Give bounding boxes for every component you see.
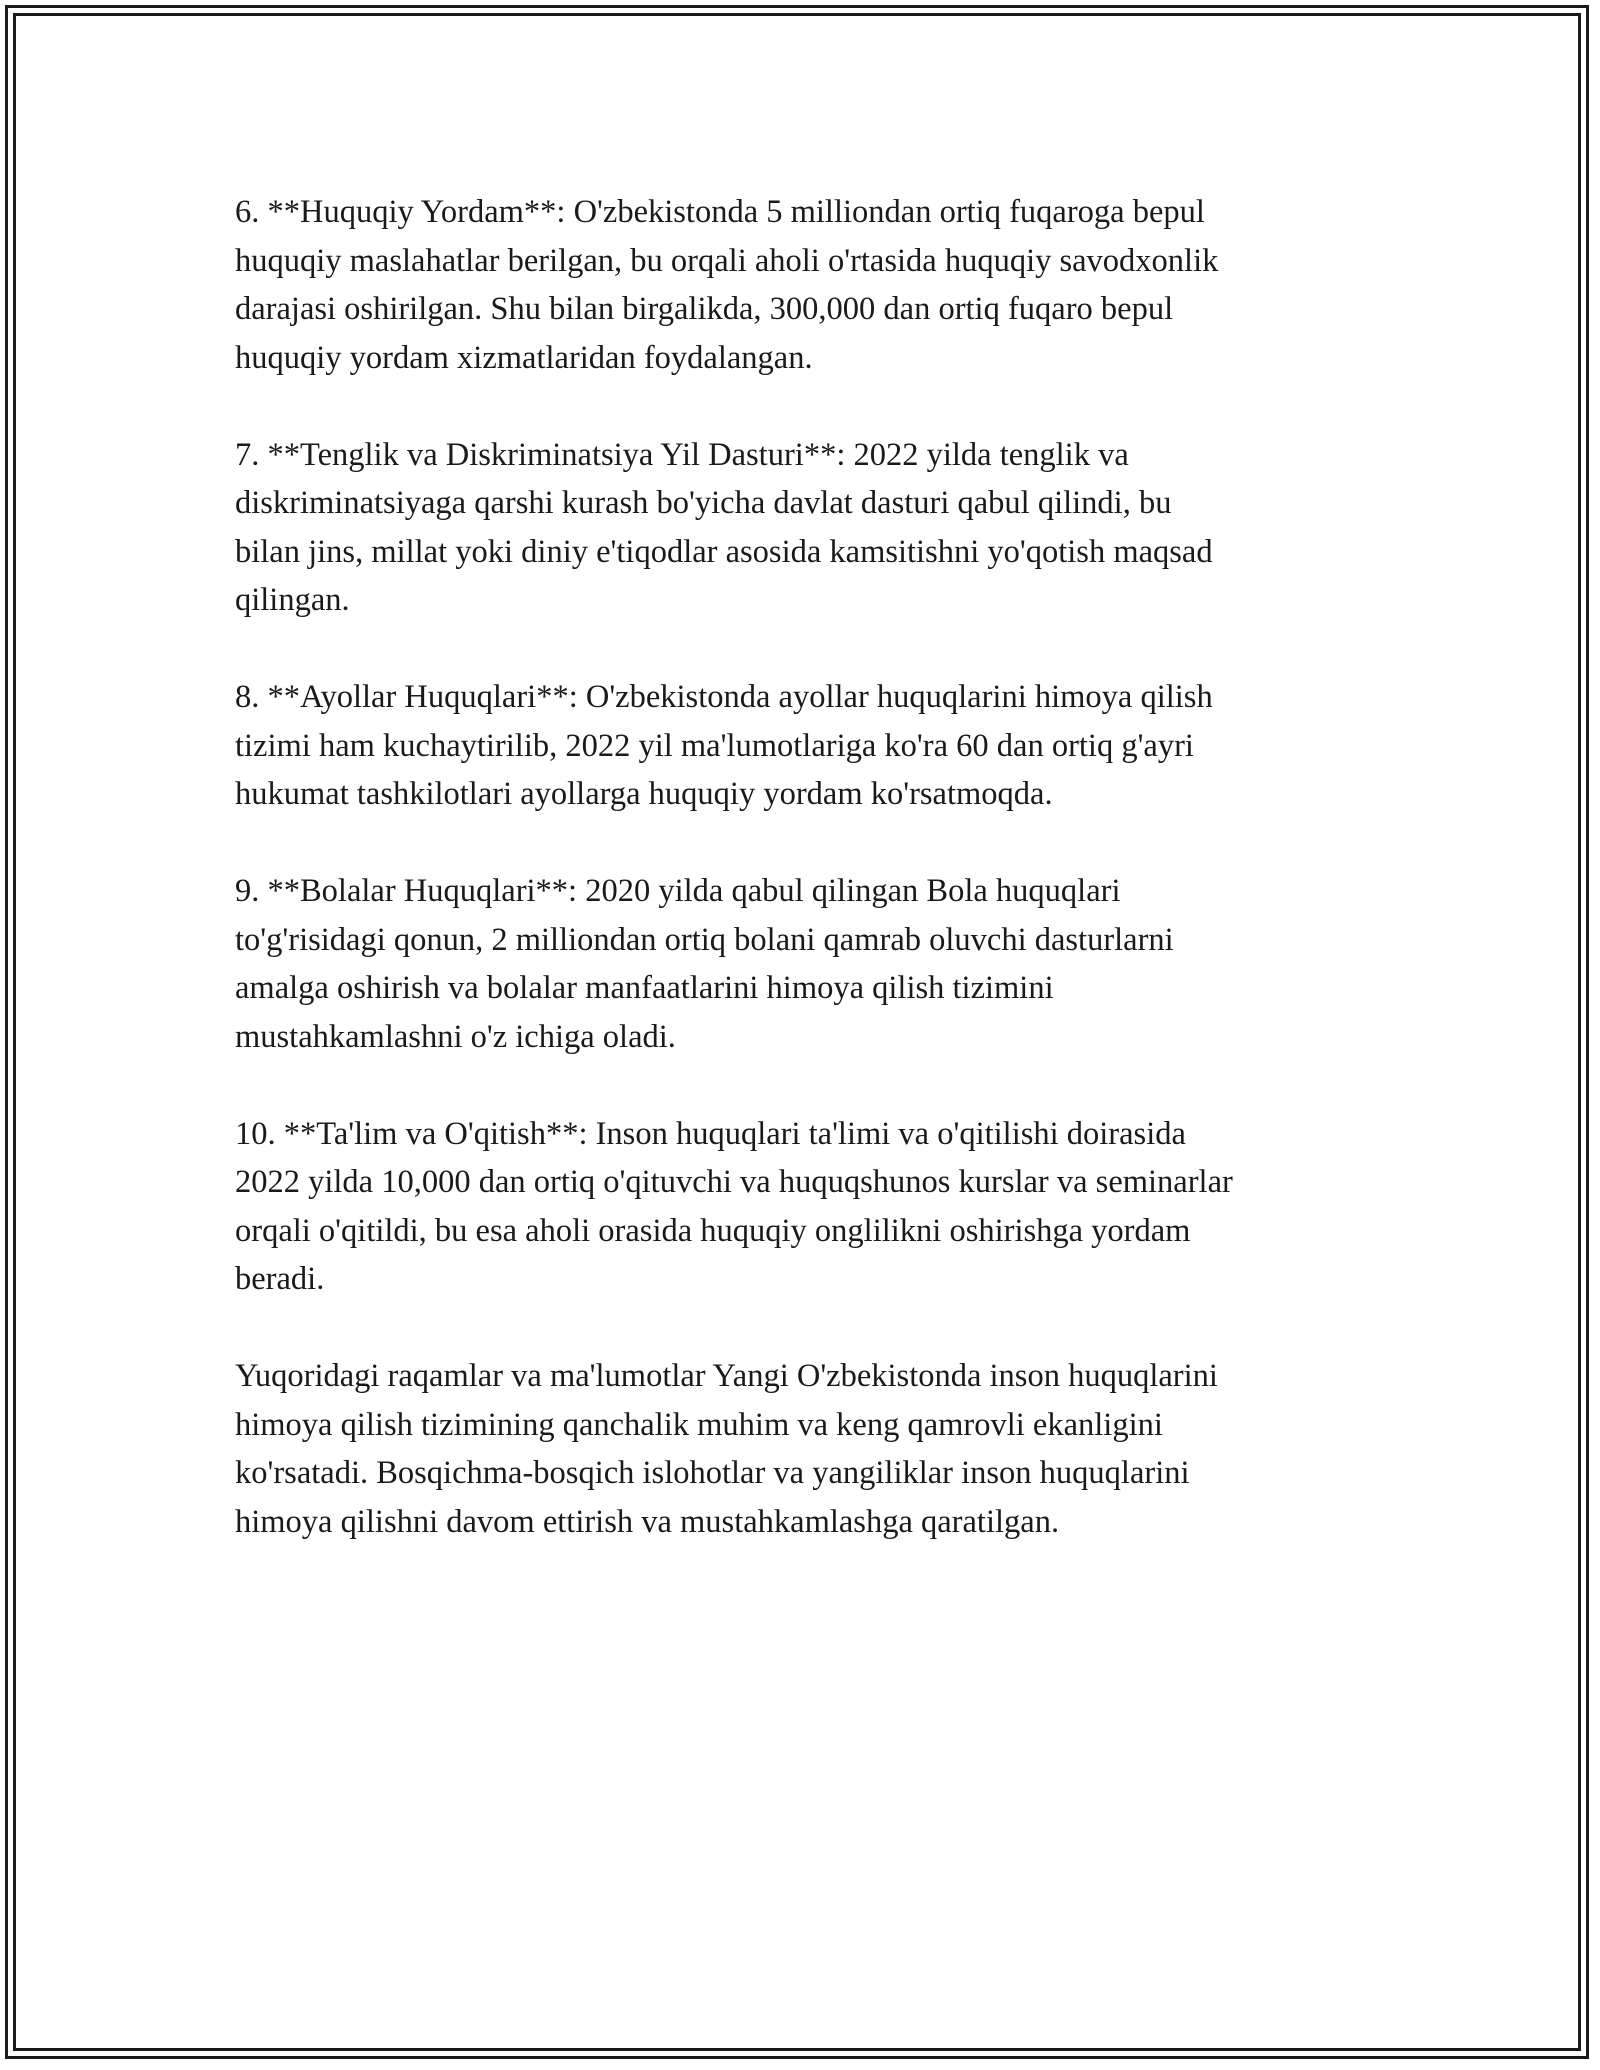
paragraph-equality-program bbox=[235, 431, 1375, 625]
text-line: bilan jins, millat yoki diniy e'tiqodlar asosida kamsitishni yo'qotish maqsad bbox=[235, 533, 1213, 570]
text-line: himoya qilishni davom ettirish va mustahkamlashga qaratilgan. bbox=[235, 1503, 1060, 1540]
text-line: to'g'risidagi qonun, 2 milliondan ortiq bolani qamrab oluvchi dasturlarni bbox=[235, 921, 1174, 958]
text-line: ko'rsatadi. Bosqichma-bosqich islohotlar va yangiliklar inson huquqlarini bbox=[235, 1455, 1190, 1491]
text-line: orqali o'qitildi, bu esa aholi orasida huquqiy onglilikni oshirishga yordam bbox=[235, 1212, 1191, 1249]
text-line: huquqiy yordam xizmatlaridan foydalangan. bbox=[235, 339, 813, 376]
text-line: hukumat tashkilotlari ayollarga huquqiy yordam ko'rsatmoqda. bbox=[235, 776, 1053, 812]
text-line: amalga oshirish va bolalar manfaatlarini himoya qilish tizimini bbox=[235, 970, 1054, 1006]
text-line: darajasi oshirilgan. Shu bilan birgalikda, 300,000 dan ortiq fuqaro bepul bbox=[235, 291, 1174, 327]
paragraph-legal-aid bbox=[235, 188, 1375, 382]
text-line: 7. **Tenglik va Diskriminatsiya Yil Dasturi**: 2022 yilda tenglik va bbox=[235, 436, 1129, 473]
text-line: diskriminatsiyaga qarshi kurash bo'yicha davlat dasturi qabul qilindi, bu bbox=[235, 485, 1172, 521]
text-line: 9. **Bolalar Huquqlari**: 2020 yilda qabul qilingan Bola huquqlari bbox=[235, 873, 1121, 909]
text-line: mustahkamlashni o'z ichiga oladi. bbox=[235, 1018, 676, 1055]
text-line: 6. **Huquqiy Yordam**: O'zbekistonda 5 milliondan ortiq fuqaroga bepul bbox=[235, 194, 1205, 230]
paragraph-children-rights bbox=[235, 867, 1375, 1061]
paragraph-women-rights bbox=[235, 673, 1375, 819]
text-line: huquqiy maslahatlar berilgan, bu orqali aholi o'rtasida huquqiy savodxonlik bbox=[235, 242, 1219, 279]
text-line: beradi. bbox=[235, 1261, 325, 1297]
document-body bbox=[235, 188, 1375, 1595]
paragraph-education-training bbox=[235, 1110, 1375, 1304]
text-line: qilingan. bbox=[235, 582, 350, 618]
text-line: 2022 yilda 10,000 dan ortiq o'qituvchi va huquqshunos kurslar va seminarlar bbox=[235, 1164, 1233, 1200]
text-line: 8. **Ayollar Huquqlari**: O'zbekistonda ayollar huquqlarini himoya qilish bbox=[235, 679, 1213, 715]
text-line: 10. **Ta'lim va O'qitish**: Inson huquqlari ta'limi va o'qitilishi doirasida bbox=[235, 1115, 1186, 1152]
paragraph-conclusion bbox=[235, 1352, 1375, 1546]
text-line: tizimi ham kuchaytirilib, 2022 yil ma'lumotlariga ko'ra 60 dan ortiq g'ayri bbox=[235, 727, 1194, 764]
text-line: himoya qilish tizimining qanchalik muhim va keng qamrovli ekanligini bbox=[235, 1406, 1163, 1443]
text-line: Yuqoridagi raqamlar va ma'lumotlar Yangi O'zbekistonda inson huquqlarini bbox=[235, 1358, 1218, 1394]
